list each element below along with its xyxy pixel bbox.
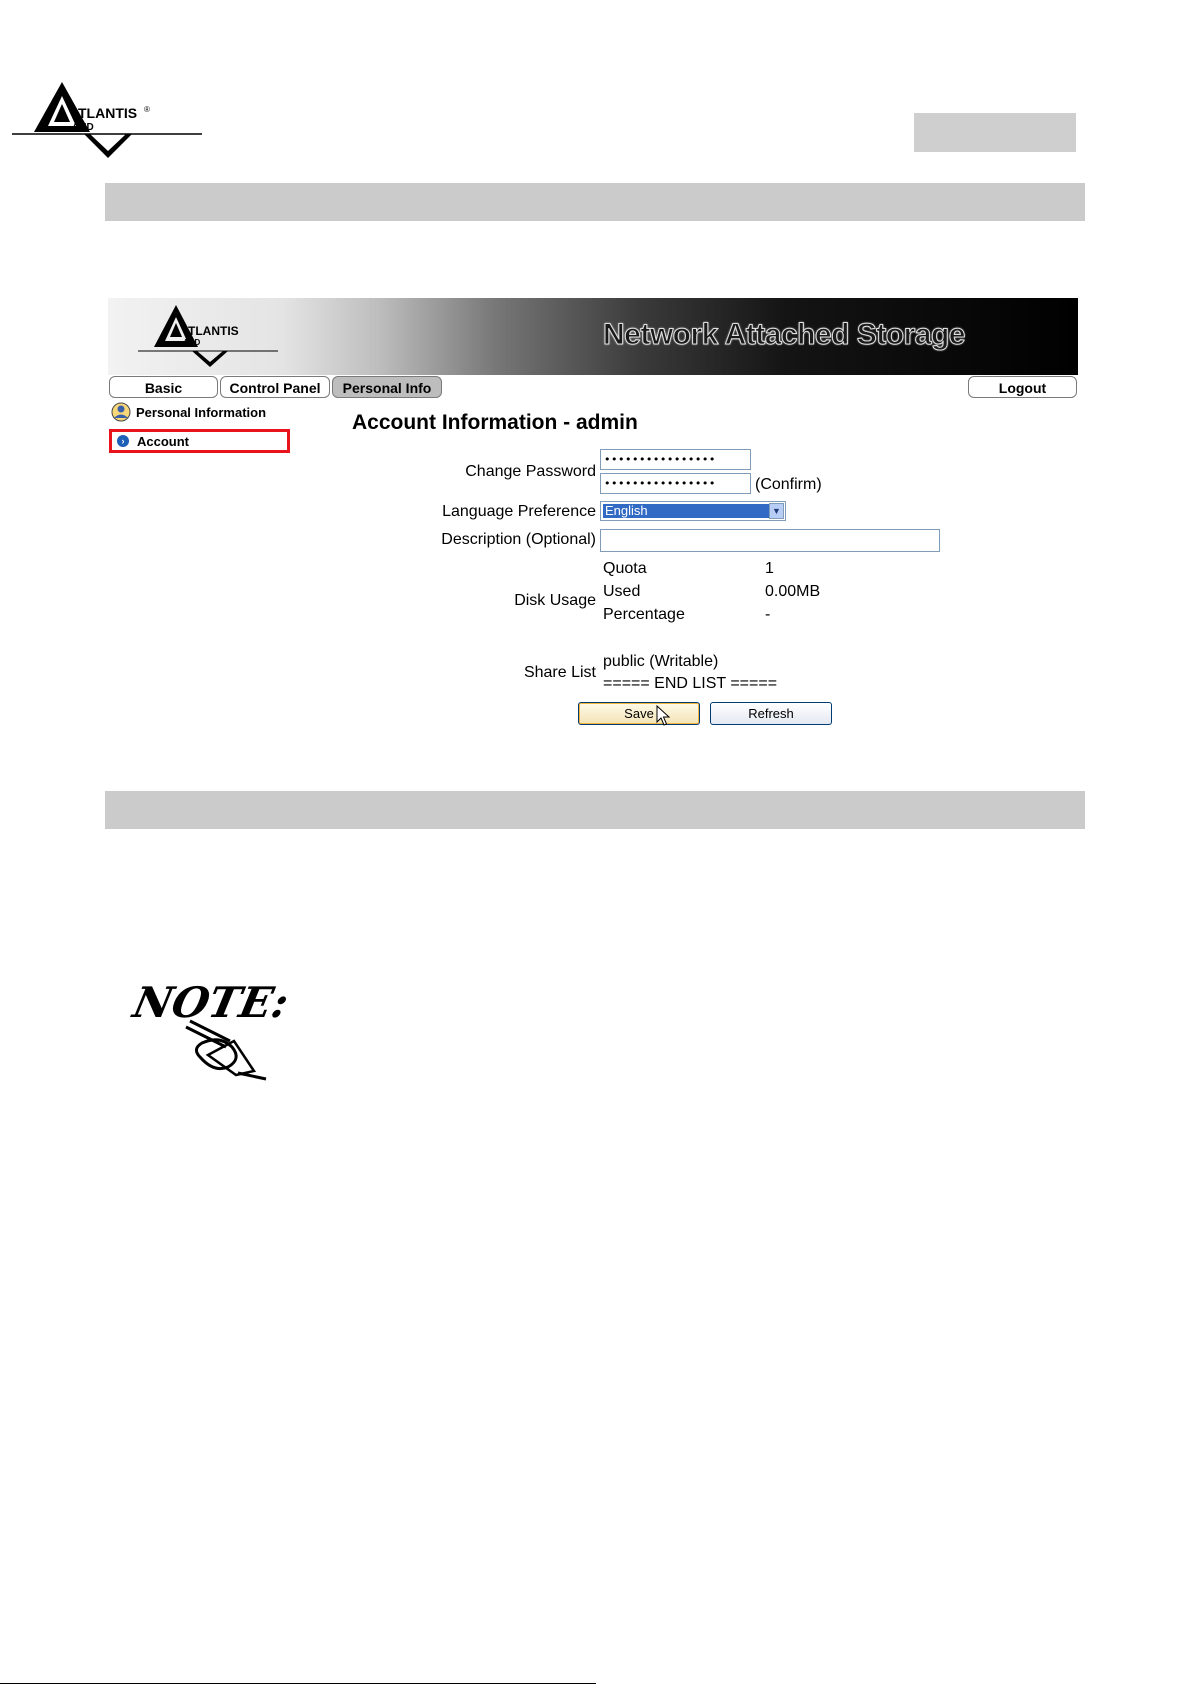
blue-arrow-icon: ›	[117, 435, 129, 447]
tab-control-panel[interactable]: Control Panel	[220, 376, 330, 398]
disk-usage-label: Disk Usage	[514, 592, 596, 609]
share-list-item: public (Writable)	[603, 653, 719, 670]
change-password-label: Change Password	[465, 463, 596, 480]
tab-personal-info[interactable]: Personal Info	[332, 376, 442, 398]
tab-basic[interactable]: Basic	[109, 376, 218, 398]
menu-section-personal-information[interactable]	[110, 401, 266, 423]
menu-item-account[interactable]	[109, 429, 290, 453]
section-heading-bar	[105, 791, 1085, 829]
chevron-down-icon[interactable]: ▼	[769, 503, 784, 519]
disk-usage-value: 1	[765, 560, 774, 577]
save-button[interactable]: Save	[578, 702, 700, 725]
svg-text:AND: AND	[183, 338, 201, 347]
user-folder-icon	[110, 402, 132, 422]
svg-text:AND: AND	[72, 122, 94, 133]
header-label-box	[914, 113, 1076, 152]
disk-usage-key: Percentage	[603, 606, 685, 623]
refresh-button[interactable]: Refresh	[710, 702, 832, 725]
disk-usage-value: -	[765, 606, 771, 623]
password-confirm-field[interactable]: ••••••••••••••••	[600, 473, 751, 494]
atlantis-land-logo-icon	[12, 82, 202, 162]
disk-usage-key: Used	[603, 583, 641, 600]
nas-account-screenshot	[108, 298, 1078, 736]
note-hand-pen-icon	[128, 975, 294, 1080]
language-selected-value: English	[603, 504, 769, 518]
language-select[interactable]	[600, 501, 786, 521]
atlantis-banner-logo-icon	[138, 301, 278, 371]
description-input[interactable]	[600, 529, 940, 552]
disk-usage-value: 0.00MB	[765, 583, 821, 600]
menu-section-label: Personal Information	[136, 404, 267, 420]
footer-rule	[0, 1683, 596, 1684]
svg-text:TLANTIS: TLANTIS	[78, 105, 138, 121]
svg-text:TLANTIS: TLANTIS	[188, 324, 239, 338]
share-list-label: Share List	[523, 664, 596, 681]
description-label: Description (Optional)	[441, 531, 596, 548]
form-title: Account Information - admin	[352, 411, 638, 434]
svg-text:®: ®	[144, 105, 150, 114]
confirm-hint: (Confirm)	[755, 476, 822, 493]
share-list-item: ===== END LIST =====	[603, 675, 778, 692]
mouse-cursor-icon	[656, 705, 670, 727]
menu-item-label: Account	[137, 433, 189, 449]
password-field[interactable]: ••••••••••••••••	[600, 449, 751, 470]
nas-banner	[108, 298, 1078, 375]
logout-button[interactable]: Logout	[968, 376, 1077, 398]
disk-usage-key: Quota	[603, 560, 647, 577]
banner-title: Network Attached Storage	[603, 318, 965, 351]
language-label: Language Preference	[442, 503, 596, 520]
svg-text:NOTE:: NOTE:	[128, 978, 294, 1028]
section-heading-bar	[105, 183, 1085, 221]
